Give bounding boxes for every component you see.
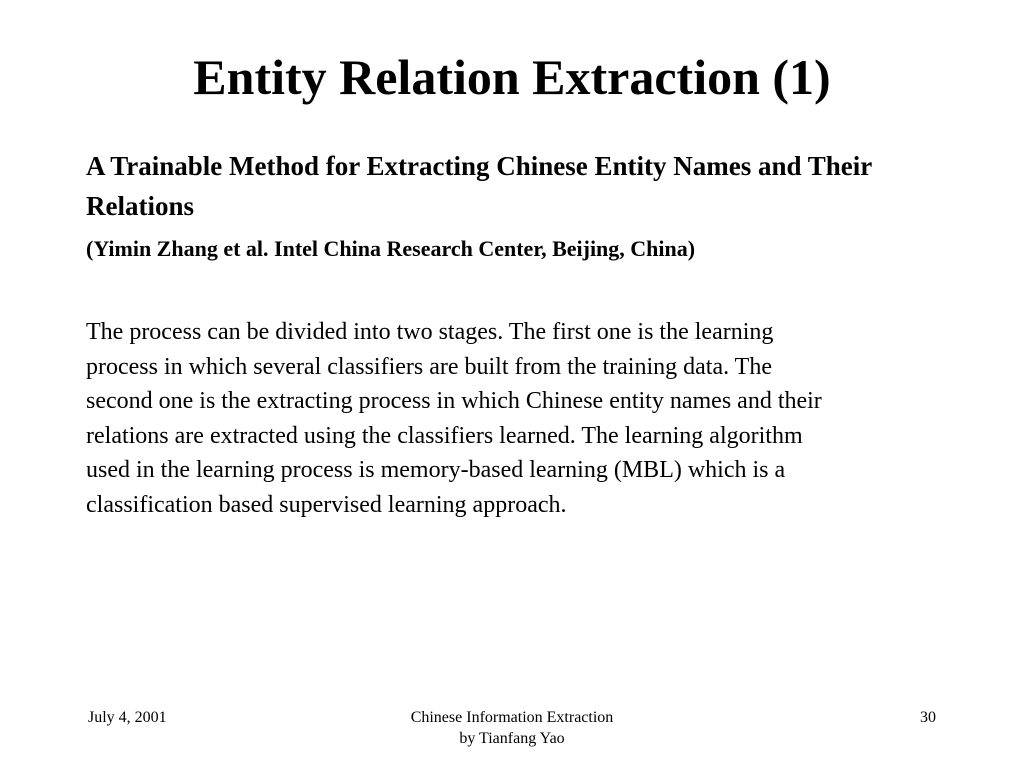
body-line: The process can be divided into two stages. The first one is the learning bbox=[86, 319, 774, 345]
footer-course-title: Chinese Information Extraction bbox=[410, 709, 614, 726]
paper-authors: (Yimin Zhang et al. Intel China Research Center, Beijing, China) bbox=[86, 236, 696, 261]
footer-author: by Tianfang Yao bbox=[459, 730, 565, 747]
body-line: relations are extracted using the classifiers learned. The learning algorithm bbox=[86, 422, 803, 449]
body-line: classification based supervised learning approach. bbox=[86, 491, 567, 518]
body-line: second one is the extracting process in which Chinese entity names and their bbox=[86, 388, 822, 414]
slide-title: Entity Relation Extraction (1) bbox=[193, 49, 831, 105]
body-paragraph bbox=[86, 315, 966, 522]
footer-center bbox=[312, 707, 712, 749]
paper-title: A Trainable Method for Extracting Chinese Entity Names and Their Relations bbox=[86, 151, 872, 221]
page-number: 30 bbox=[920, 709, 936, 726]
body-line: used in the learning process is memory-based learning (MBL) which is a bbox=[86, 457, 786, 483]
body-line: process in which several classifiers are built from the training data. The bbox=[86, 353, 772, 380]
footer-date: July 4, 2001 bbox=[88, 709, 167, 726]
